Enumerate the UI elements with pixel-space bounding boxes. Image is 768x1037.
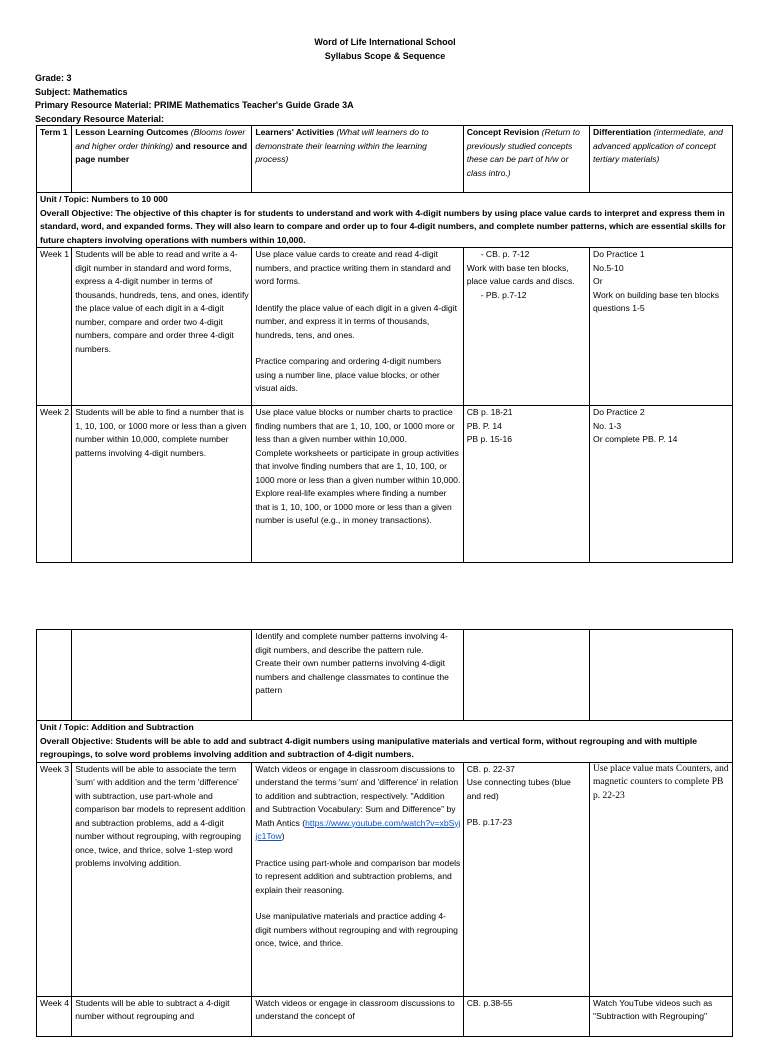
outcome-cell: Students will be able to read and write a 4-digit number in standard and word forms, express a 4-digit number in terms of thousands, hundreds, tens, and ones, identify the place value of each digit in a 4-digit number, compare and order two 4-digit numbers, compare and order three 4-digit numbers. [72, 248, 252, 406]
header-outcomes-note: (Blooms lower and higher order thinking) [75, 127, 246, 151]
activity-text: Identify and complete number patterns involving 4-digit numbers, and describe the pattern rule. [255, 631, 448, 655]
activity-text: Practice comparing and ordering 4-digit numbers using a number line, place value blocks, or other visual aids. [255, 356, 442, 393]
unit-topic-cell [37, 721, 733, 763]
concept-cell [463, 406, 589, 563]
concept-text: PB p. 15-16 [466, 434, 513, 444]
differentiation-cell [590, 248, 733, 406]
week-cell: Week 1 [37, 248, 72, 406]
concept-text: PB. P. 14 [466, 420, 502, 431]
week-cell: Week 4 [37, 996, 72, 1036]
outcome-cell: Students will be able to find a number that is 1, 10, 100, or 1000 more or less than a given number within 10,000, complete number patterns involving 4-digit numbers. [72, 406, 252, 563]
diff-text: Work on building base ten blocks questions 1-5 [593, 289, 719, 313]
secondary-resource-line: Secondary Resource Material: [35, 113, 165, 124]
activity-text: Create their own number patterns involving 4-digit numbers and challenge classmates to continue the pattern [255, 658, 449, 695]
header-concept [463, 126, 589, 193]
diff-text: No. 1-3 [593, 420, 622, 431]
outcome-cell: Students will be able to subtract a 4-digit number without regrouping and [72, 996, 252, 1036]
concept-text: - PB. p.7-12 [480, 289, 527, 300]
header-activities-label: Learners' Activities [255, 127, 335, 137]
unit-row [37, 721, 733, 763]
syllabus-table-page-1 [36, 125, 733, 563]
concept-cell: CB. p.38-55 [463, 996, 589, 1036]
header-term: Term 1 [37, 126, 72, 193]
week-cell: Week 3 [37, 762, 72, 996]
syllabus-table-page-2 [36, 629, 733, 1037]
header-activities [252, 126, 463, 193]
week-cell: Week 2 [37, 406, 72, 563]
activity-text: Practice using part-whole and comparison bar models to represent addition and subtraction problems, and explain their reasoning. [255, 857, 461, 895]
concept-text: - CB. p. 7-12 [480, 249, 530, 259]
differentiation-cell: Use place value mats Counters, and magnetic counters to complete PB p. 22-23 [590, 762, 733, 996]
activities-cell: Watch videos or engage in classroom discussions to understand the concept of [252, 996, 463, 1036]
activity-text: Identify the place value of each digit in a given 4-digit number, and express it in terms of thousands, hundreds, tens, and ones. [255, 302, 458, 340]
table-row [37, 762, 733, 996]
concept-cell [463, 630, 589, 721]
school-name: Word of Life International School [314, 37, 456, 47]
concept-cell [463, 248, 589, 406]
document-header [35, 36, 735, 126]
table-row [37, 248, 733, 406]
table-row [37, 406, 733, 563]
header-concept-note: (Return to previously studied concepts these can be part of h/w or class intro.) [466, 127, 580, 178]
activities-cell [252, 762, 463, 996]
concept-text: CB p. 18-21 [466, 407, 513, 417]
activity-text: Complete worksheets or participate in group activities that involve finding numbers that are 1, 10, 100, or 1000 more or less than a given number within 10,000. [255, 447, 461, 485]
differentiation-cell: Watch YouTube videos such as "Subtraction with Regrouping" [590, 996, 733, 1036]
concept-text: Use connecting tubes (blue and red) [466, 777, 571, 801]
unit-topic: Unit / Topic: Addition and Subtraction [40, 722, 194, 732]
header-diff-note: (intermediate, and advanced application of concept tertiary materials) [593, 127, 723, 164]
activities-cell [252, 248, 463, 406]
diff-text: Or [593, 276, 603, 286]
activities-cell [252, 630, 463, 721]
outcome-cell [72, 630, 252, 721]
concept-cell [463, 762, 589, 996]
table-header-row [37, 126, 733, 193]
document-subtitle: Syllabus Scope & Sequence [324, 50, 446, 61]
activity-text: Use place value cards to create and read 4-digit numbers, and practice writing them in standard and word forms. [255, 249, 451, 286]
header-differentiation [590, 126, 733, 193]
youtube-link[interactable]: https://www.youtube.com/watch?v=xbSyjjc1Tow [255, 817, 461, 841]
grade-line: Grade: 3 [35, 73, 72, 83]
header-activities-note: (What will learners do to demonstrate their learning within the learning process) [255, 127, 429, 164]
diff-text: No.5-10 [593, 262, 624, 273]
differentiation-cell [590, 630, 733, 721]
activity-text: Watch videos or engage in classroom discussions to understand the terms 'sum' and 'difference' in relation to addition and subtraction, respectively. "Addition and Subtraction Vocabulary: Sum and Difference" by Math Antics (https://www.youtube.com/watch?v=xbSyjjc1Tow) [255, 763, 461, 841]
activity-text: Use place value blocks or number charts to practice finding numbers that are 1, 10, 100, or 1000 more or less than a given number within 10,000. [255, 407, 455, 444]
activity-text: Use manipulative materials and practice adding 4-digit numbers without regrouping and with regrouping once, twice, and thrice. [255, 911, 458, 948]
header-outcomes-label: Lesson Learning Outcomes [75, 127, 189, 137]
primary-resource-line: Primary Resource Material: PRIME Mathematics Teacher's Guide Grade 3A [35, 100, 354, 110]
unit-topic-cell [37, 193, 733, 248]
unit-objective: Overall Objective: Students will be able to add and subtract 4-digit numbers using manipulative materials and vertical form, without regrouping and with multiple regroupings, to solve word problems involving addition and subtraction of 4-digit numbers. [40, 735, 698, 759]
table-row [37, 630, 733, 721]
unit-topic: Unit / Topic: Numbers to 10 000 [40, 194, 168, 204]
unit-objective: Overall Objective: The objective of this chapter is for students to understand and work with 4-digit numbers by using place value cards to interpret and express them in standard, word, and expanded forms. They will also learn to compare and order up to four 4-digit numbers, and complete number patterns, which are essential skills for future chapters involving operations with numbers within 10,000. [40, 207, 726, 245]
diff-text: Do Practice 1 [593, 249, 645, 259]
table-row [37, 996, 733, 1036]
unit-row [37, 193, 733, 248]
activity-text: Explore real-life examples where finding a number that is 1, 10, 100, or 1000 more or less than a given number is useful (e.g., in money transactions). [255, 488, 452, 525]
outcome-cell: Students will be able to associate the term 'sum' with addition and the term 'difference' with subtraction, use part-whole and comparison bar models to represent addition and subtraction problems, add a 4-digit number without regrouping, with regrouping once, twice, and thrice, solve 1-step word problems involving addition. [72, 762, 252, 996]
week-cell [37, 630, 72, 721]
header-outcomes [72, 126, 252, 193]
differentiation-cell [590, 406, 733, 563]
concept-text: PB. p.17-23 [466, 817, 513, 827]
activities-cell [252, 406, 463, 563]
subject-line: Subject: Mathematics [35, 86, 128, 97]
header-concept-label: Concept Revision [466, 127, 540, 137]
concept-text: Work with base ten blocks, place value cards and discs. [466, 262, 575, 286]
concept-text: CB. p. 22-37 [466, 763, 515, 774]
diff-text: Or complete PB. P. 14 [593, 434, 678, 444]
diff-text: Do Practice 2 [593, 407, 645, 417]
header-outcomes-tail: and resource and page number [75, 140, 248, 164]
header-diff-label: Differentiation [593, 127, 652, 137]
